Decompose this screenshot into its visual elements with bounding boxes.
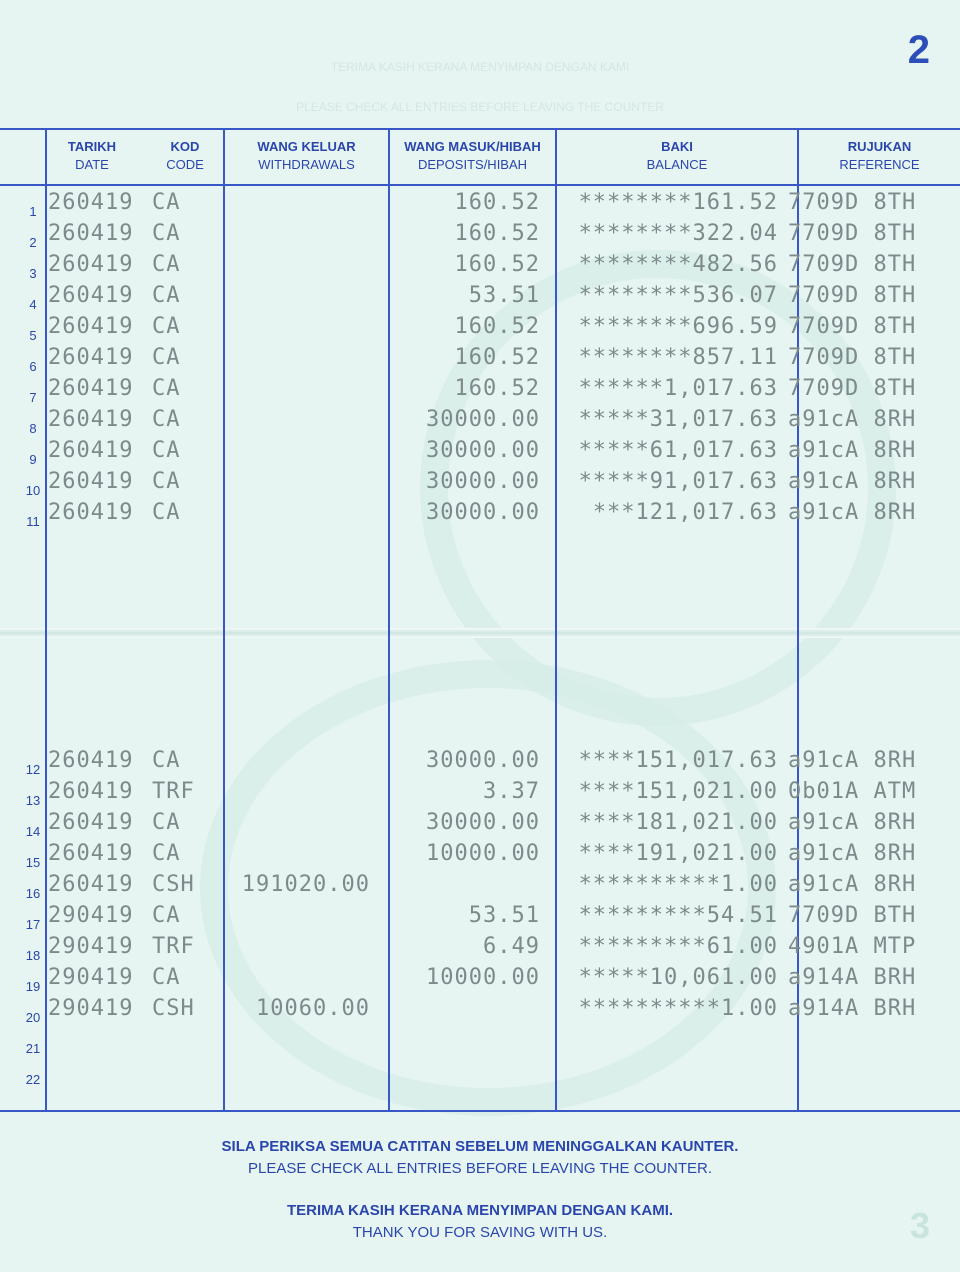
footer-check-ms: SILA PERIKSA SEMUA CATITAN SEBELUM MENINGGALKAN KAUNTER. bbox=[221, 1138, 739, 1155]
cell-code: CA bbox=[152, 190, 181, 215]
cell-code: CA bbox=[152, 500, 181, 525]
cell-ref: a91cA 8RH bbox=[788, 438, 917, 463]
header-withdrawals: WANG KELUAR WITHDRAWALS bbox=[257, 139, 356, 172]
cell-date: 290419 bbox=[48, 903, 134, 928]
cell-bal: *****10,061.00 bbox=[578, 965, 778, 990]
cell-ref: 0b01A ATM bbox=[788, 779, 917, 804]
footer-check-en: PLEASE CHECK ALL ENTRIES BEFORE LEAVING THE COUNTER. bbox=[247, 1160, 712, 1177]
page-number: 2 bbox=[907, 28, 930, 72]
header-balance: BAKI BALANCE bbox=[646, 139, 708, 172]
cell-bal: *********61.00 bbox=[578, 934, 778, 959]
cell-date: 260419 bbox=[48, 252, 134, 277]
cell-code: TRF bbox=[152, 779, 195, 804]
cell-date: 260419 bbox=[48, 345, 134, 370]
header-bottom-border bbox=[0, 184, 960, 186]
cell-code: CA bbox=[152, 314, 181, 339]
cell-bal: ****191,021.00 bbox=[578, 841, 778, 866]
cell-date: 260419 bbox=[48, 407, 134, 432]
page-number-ghost: 3 bbox=[909, 1205, 930, 1246]
cell-code: CA bbox=[152, 283, 181, 308]
cell-dep: 160.52 bbox=[454, 345, 540, 370]
cell-bal: *****91,017.63 bbox=[578, 469, 778, 494]
row-number: 5 bbox=[29, 328, 37, 343]
cell-ref: a91cA 8RH bbox=[788, 872, 917, 897]
cell-dep: 10000.00 bbox=[426, 841, 540, 866]
cell-bal: **********1.00 bbox=[578, 872, 778, 897]
cell-bal: ********161.52 bbox=[578, 190, 778, 215]
row-number: 13 bbox=[25, 793, 41, 808]
cell-code: CSH bbox=[152, 872, 195, 897]
cell-date: 260419 bbox=[48, 314, 134, 339]
cell-code: CA bbox=[152, 841, 181, 866]
row-number: 22 bbox=[25, 1072, 41, 1087]
cell-bal: ******1,017.63 bbox=[578, 376, 778, 401]
cell-dep: 160.52 bbox=[454, 252, 540, 277]
cell-date: 260419 bbox=[48, 221, 134, 246]
cell-ref: 7709D 8TH bbox=[788, 314, 917, 339]
cell-dep: 6.49 bbox=[483, 934, 540, 959]
cell-bal: ********482.56 bbox=[578, 252, 778, 277]
row-number: 1 bbox=[29, 204, 37, 219]
cell-bal: ********696.59 bbox=[578, 314, 778, 339]
cell-code: CSH bbox=[152, 996, 195, 1021]
cell-code: CA bbox=[152, 221, 181, 246]
cell-ref: 7709D 8TH bbox=[788, 252, 917, 277]
footer-thanks-en: THANK YOU FOR SAVING WITH US. bbox=[352, 1224, 608, 1241]
cell-wd: 10060.00 bbox=[256, 996, 370, 1021]
cell-code: TRF bbox=[152, 934, 195, 959]
cell-dep: 160.52 bbox=[454, 190, 540, 215]
cell-ref: a91cA 8RH bbox=[788, 469, 917, 494]
cell-code: CA bbox=[152, 345, 181, 370]
row-number: 14 bbox=[25, 824, 41, 839]
cell-bal: **********1.00 bbox=[578, 996, 778, 1021]
ghost-header-1: TERIMA KASIH KERANA MENYIMPAN DENGAN KAMI bbox=[330, 60, 630, 74]
cell-date: 260419 bbox=[48, 500, 134, 525]
ghost-header-2: PLEASE CHECK ALL ENTRIES BEFORE LEAVING THE COUNTER bbox=[296, 100, 664, 114]
cell-bal: ********536.07 bbox=[578, 283, 778, 308]
cell-dep: 30000.00 bbox=[426, 500, 540, 525]
cell-bal: ********857.11 bbox=[578, 345, 778, 370]
cell-ref: 7709D 8TH bbox=[788, 190, 917, 215]
cell-dep: 53.51 bbox=[468, 903, 540, 928]
row-number: 12 bbox=[25, 762, 41, 777]
cell-code: CA bbox=[152, 376, 181, 401]
header-code: KOD CODE bbox=[166, 139, 204, 172]
cell-dep: 30000.00 bbox=[426, 407, 540, 432]
cell-bal: ***121,017.63 bbox=[592, 500, 778, 525]
row-number: 17 bbox=[25, 917, 41, 932]
cell-bal: *****31,017.63 bbox=[578, 407, 778, 432]
cell-wd: 191020.00 bbox=[241, 872, 370, 897]
cell-date: 260419 bbox=[48, 283, 134, 308]
cell-dep: 160.52 bbox=[454, 221, 540, 246]
row-number: 7 bbox=[29, 390, 37, 405]
cell-code: CA bbox=[152, 903, 181, 928]
cell-ref: 7709D 8TH bbox=[788, 345, 917, 370]
row-number: 10 bbox=[25, 483, 41, 498]
cell-ref: a914A BRH bbox=[788, 996, 917, 1021]
row-number: 20 bbox=[25, 1010, 41, 1025]
page-fold bbox=[0, 628, 960, 638]
row-number: 9 bbox=[29, 452, 37, 467]
cell-ref: a914A BRH bbox=[788, 965, 917, 990]
table-bottom-border bbox=[0, 1110, 960, 1112]
cell-dep: 10000.00 bbox=[426, 965, 540, 990]
column-divider-withdrawals bbox=[223, 128, 225, 1112]
cell-date: 260419 bbox=[48, 438, 134, 463]
cell-code: CA bbox=[152, 748, 181, 773]
row-number: 15 bbox=[25, 855, 41, 870]
cell-ref: a91cA 8RH bbox=[788, 810, 917, 835]
cell-ref: a91cA 8RH bbox=[788, 748, 917, 773]
cell-date: 260419 bbox=[48, 779, 134, 804]
column-divider-date bbox=[45, 128, 47, 1112]
row-number: 2 bbox=[29, 235, 37, 250]
row-number: 11 bbox=[26, 514, 40, 529]
cell-ref: 7709D 8TH bbox=[788, 283, 917, 308]
footer-thanks-ms: TERIMA KASIH KERANA MENYIMPAN DENGAN KAMI. bbox=[286, 1202, 674, 1219]
cell-date: 260419 bbox=[48, 810, 134, 835]
cell-date: 260419 bbox=[48, 190, 134, 215]
cell-ref: 4901A MTP bbox=[788, 934, 917, 959]
row-number: 16 bbox=[25, 886, 41, 901]
row-number: 6 bbox=[29, 359, 37, 374]
cell-date: 290419 bbox=[48, 965, 134, 990]
row-number: 21 bbox=[25, 1041, 41, 1056]
cell-dep: 53.51 bbox=[468, 283, 540, 308]
cell-dep: 30000.00 bbox=[426, 810, 540, 835]
cell-ref: a91cA 8RH bbox=[788, 407, 917, 432]
cell-dep: 3.37 bbox=[483, 779, 540, 804]
row-number: 8 bbox=[29, 421, 37, 436]
row-number: 19 bbox=[25, 979, 41, 994]
cell-date: 260419 bbox=[48, 469, 134, 494]
cell-dep: 30000.00 bbox=[426, 748, 540, 773]
cell-dep: 160.52 bbox=[454, 314, 540, 339]
cell-dep: 160.52 bbox=[454, 376, 540, 401]
header-deposits: WANG MASUK/HIBAH DEPOSITS/HIBAH bbox=[404, 139, 541, 172]
cell-date: 260419 bbox=[48, 872, 134, 897]
cell-date: 290419 bbox=[48, 996, 134, 1021]
cell-ref: 7709D 8TH bbox=[788, 221, 917, 246]
row-number: 3 bbox=[29, 266, 37, 281]
cell-bal: *********54.51 bbox=[578, 903, 778, 928]
cell-ref: a91cA 8RH bbox=[788, 500, 917, 525]
row-number: 18 bbox=[25, 948, 41, 963]
cell-ref: 7709D BTH bbox=[788, 903, 917, 928]
cell-bal: *****61,017.63 bbox=[578, 438, 778, 463]
cell-code: CA bbox=[152, 965, 181, 990]
header-reference: RUJUKAN REFERENCE bbox=[839, 139, 920, 172]
cell-dep: 30000.00 bbox=[426, 469, 540, 494]
cell-bal: ****151,017.63 bbox=[578, 748, 778, 773]
cell-code: CA bbox=[152, 469, 181, 494]
cell-code: CA bbox=[152, 252, 181, 277]
cell-code: CA bbox=[152, 810, 181, 835]
cell-date: 260419 bbox=[48, 748, 134, 773]
row-number: 4 bbox=[29, 297, 37, 312]
column-divider-deposits bbox=[388, 128, 390, 1112]
header-date: TARIKH DATE bbox=[67, 139, 117, 172]
cell-bal: ****151,021.00 bbox=[578, 779, 778, 804]
cell-date: 290419 bbox=[48, 934, 134, 959]
cell-dep: 30000.00 bbox=[426, 438, 540, 463]
cell-date: 260419 bbox=[48, 841, 134, 866]
cell-ref: a91cA 8RH bbox=[788, 841, 917, 866]
table-top-border bbox=[0, 128, 960, 130]
cell-ref: 7709D 8TH bbox=[788, 376, 917, 401]
cell-bal: ********322.04 bbox=[578, 221, 778, 246]
cell-bal: ****181,021.00 bbox=[578, 810, 778, 835]
cell-date: 260419 bbox=[48, 376, 134, 401]
cell-code: CA bbox=[152, 407, 181, 432]
cell-code: CA bbox=[152, 438, 181, 463]
